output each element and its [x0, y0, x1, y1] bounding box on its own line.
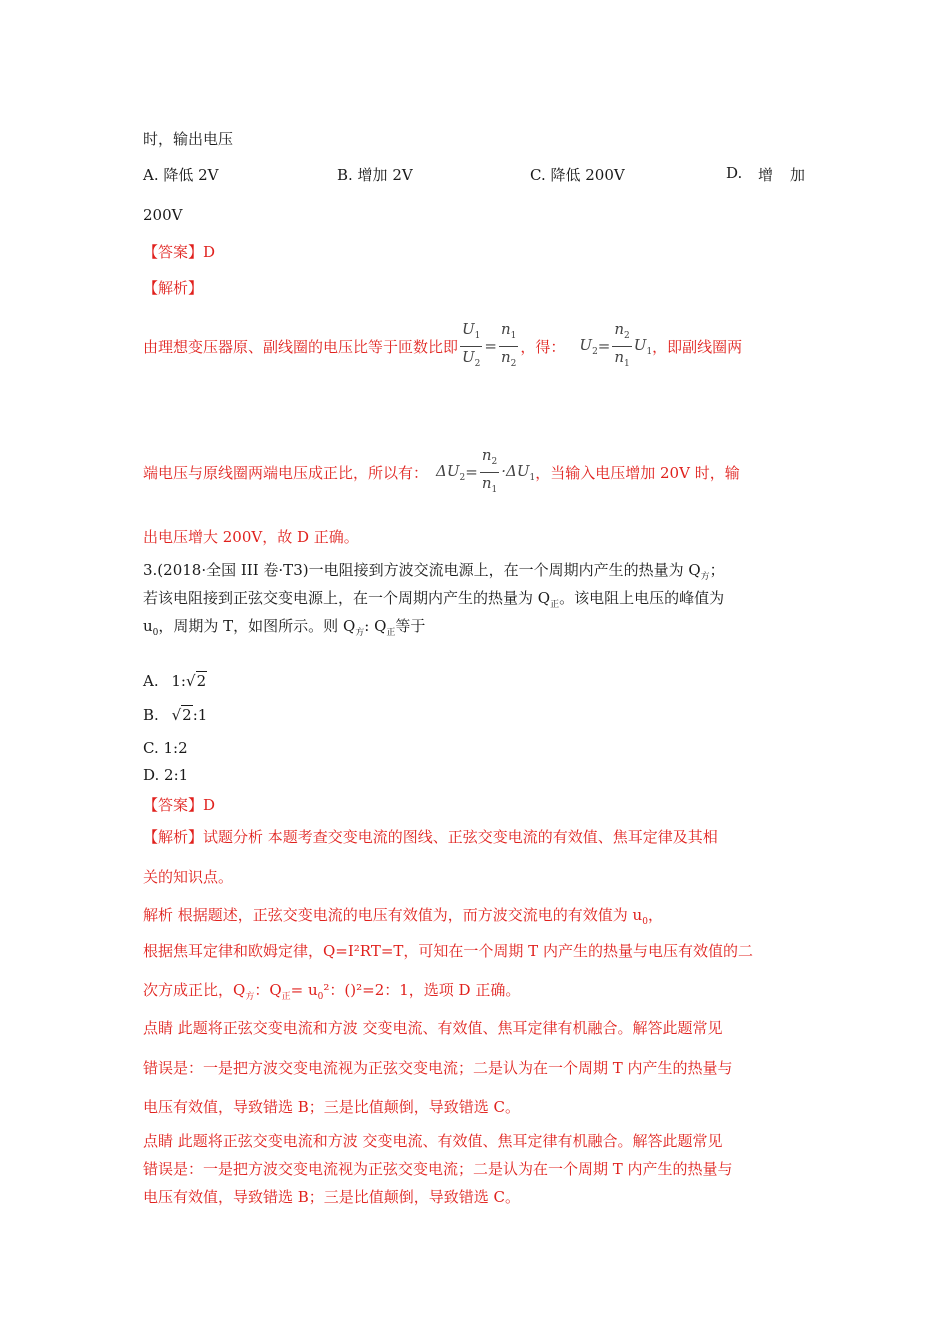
q3-stem-line-2: 若该电阻接到正弦交变电源上，在一个周期内产生的热量为 $Q_正$。该电阻上电压的峰值为	[143, 589, 725, 610]
option-d-word2: 加	[790, 166, 806, 184]
q3-solution-line-3: 次方成正比，$Q_方$：$Q_正= u_0^2$：()²=2：1，选项 D 正确。	[143, 981, 521, 1002]
explanation-text: 由理想变压器原、副线圈的电压比等于匝数比即	[143, 337, 459, 356]
q3-option-b: B. √2:1	[143, 706, 208, 724]
q3-analysis-line-2: 关的知识点。	[143, 868, 234, 886]
explanation-text: ，得：	[520, 337, 566, 356]
q3-stem-line-3: $u_0$，周期为 T，如图所示。则 $Q_方$: $Q_正$等于	[143, 617, 426, 638]
q3-stem-line-1: 3.(2018·全国 III 卷·T3)一电阻接到方波交流电源上，在一个周期内产生的热量为 $Q_方$；	[143, 561, 725, 582]
explanation-line-3: 出电压增大 200V，故 D 正确。	[143, 528, 359, 546]
explanation-line-1: 由理想变压器原、副线圈的电压比等于匝数比即 $\frac{U_1}{U_2}$ = $\frac{n_1}{n_2}$ ，得： $U_2$ = $\frac{n_2}{n_1}$ $U_1$ ，即副线圈两	[143, 318, 742, 374]
q3-note-1-line-3: 电压有效值，导致错选 B；三是比值颠倒，导致错选 C。	[143, 1098, 521, 1116]
q3-note-1-line-1: 点睛 此题将正弦交变电流和方波 交变电流、有效值、焦耳定律有机融合。解答此题常见	[143, 1019, 723, 1037]
option-b: B. 增加 2V	[337, 166, 413, 184]
q3-note-2-line-3: 电压有效值，导致错选 B；三是比值颠倒，导致错选 C。	[143, 1188, 521, 1206]
option-a: A. 降低 2V	[143, 166, 219, 184]
explanation-text: ，即副线圈两	[652, 337, 743, 356]
answer-label: 【答案】D	[143, 243, 216, 261]
voltage-ratio-fraction: $\frac{U_1}{U_2}$	[460, 319, 482, 374]
q3-note-2-line-1: 点睛 此题将正弦交变电流和方波 交变电流、有效值、焦耳定律有机融合。解答此题常见	[143, 1132, 723, 1150]
explanation-text: 端电压与原线圈两端电压成正比，所以有：	[143, 463, 429, 482]
option-c: C. 降低 200V	[530, 166, 625, 184]
q3-solution-line-1: 解析 根据题述，正弦交变电流的电压有效值为，而方波交流电的有效值为 $u_0$，	[143, 906, 663, 927]
q3-option-c: C. 1:2	[143, 739, 188, 757]
q3-option-d: D. 2:1	[143, 766, 189, 784]
option-d-label: D.	[726, 164, 743, 182]
q3-note-1-line-2: 错误是：一是把方波交变电流视为正弦交变电流；二是认为在一个周期 T 内产生的热量与	[143, 1059, 733, 1077]
delta-u-fraction: $\frac{n_2}{n_1}$	[480, 445, 499, 500]
u2-formula-fraction: $\frac{n_2}{n_1}$	[612, 319, 631, 374]
q3-note-2-line-2: 错误是：一是把方波交变电流视为正弦交变电流；二是认为在一个周期 T 内产生的热量与	[143, 1160, 733, 1178]
option-d-value: 200V	[143, 206, 183, 224]
q3-option-a: A. 1:√2	[143, 672, 207, 690]
q3-solution-line-2: 根据焦耳定律和欧姆定律，Q=I²RT=T，可知在一个周期 T 内产生的热量与电压有效值的二	[143, 942, 753, 960]
q3-analysis-line-1: 【解析】试题分析 本题考查交变电流的图线、正弦交变电流的有效值、焦耳定律及其相	[143, 828, 718, 846]
option-d-word1: 增	[758, 166, 774, 184]
explanation-line-2: 端电压与原线圈两端电压成正比，所以有： $\Delta U_2$ = $\frac{n_2}{n_1}$ $\cdot\Delta U_1$ ，当输入电压增加 20V 时，输	[143, 444, 740, 500]
question-stem-tail: 时，输出电压	[143, 130, 234, 148]
explanation-text: ，当输入电压增加 20V 时，输	[535, 463, 740, 482]
analysis-label: 【解析】	[143, 279, 204, 297]
q3-answer-label: 【答案】D	[143, 796, 216, 814]
turns-ratio-fraction: $\frac{n_1}{n_2}$	[499, 319, 518, 374]
